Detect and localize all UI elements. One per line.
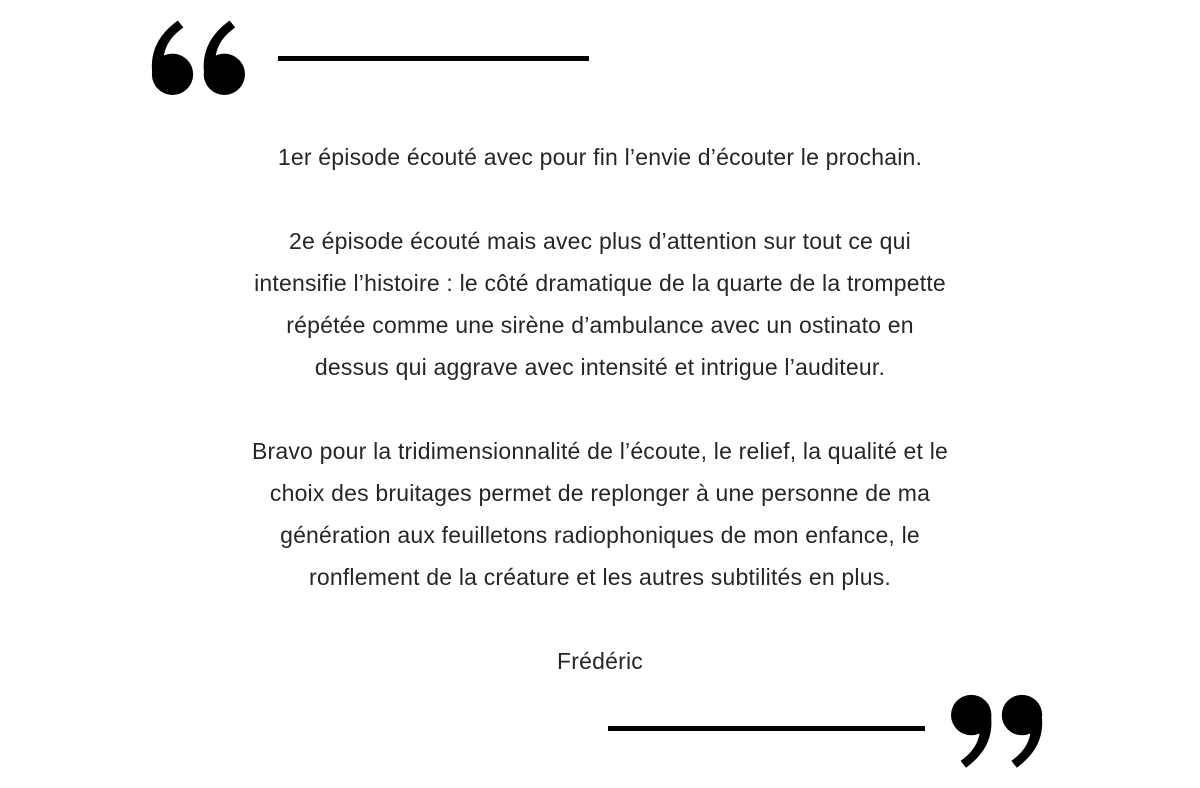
quote-line: 2e épisode écouté mais avec plus d’attention sur tout ce qui	[289, 228, 911, 254]
quote-paragraph	[180, 220, 1020, 388]
bottom-divider-line	[608, 726, 925, 731]
quote-paragraph	[180, 136, 1020, 178]
quote-line: répétée comme une sirène d’ambulance avec un ostinato en	[286, 312, 914, 338]
signature: Frédéric	[557, 648, 643, 674]
quote-line: dessus qui aggrave avec intensité et intrigue l’auditeur.	[314, 354, 886, 380]
quote-body	[180, 136, 1020, 682]
quote-line: 1er épisode écouté avec pour fin l’envie d’écouter le prochain.	[277, 144, 923, 170]
quote-line: choix des bruitages permet de replonger à une personne de ma	[269, 480, 931, 506]
opening-quote-icon	[149, 18, 245, 97]
quote-line: intensifie l’histoire : le côté dramatique de la quarte de la trompette	[254, 270, 946, 296]
top-divider-line	[278, 56, 589, 61]
quote-line: Bravo pour la tridimensionnalité de l’écoute, le relief, la qualité et le	[251, 438, 949, 464]
quote-line: ronflement de la créature et les autres subtilités en plus.	[309, 564, 891, 590]
closing-quote-icon	[951, 694, 1045, 769]
quote-line: génération aux feuilletons radiophoniques de mon enfance, le	[280, 522, 920, 548]
quote-paragraph	[180, 430, 1020, 598]
